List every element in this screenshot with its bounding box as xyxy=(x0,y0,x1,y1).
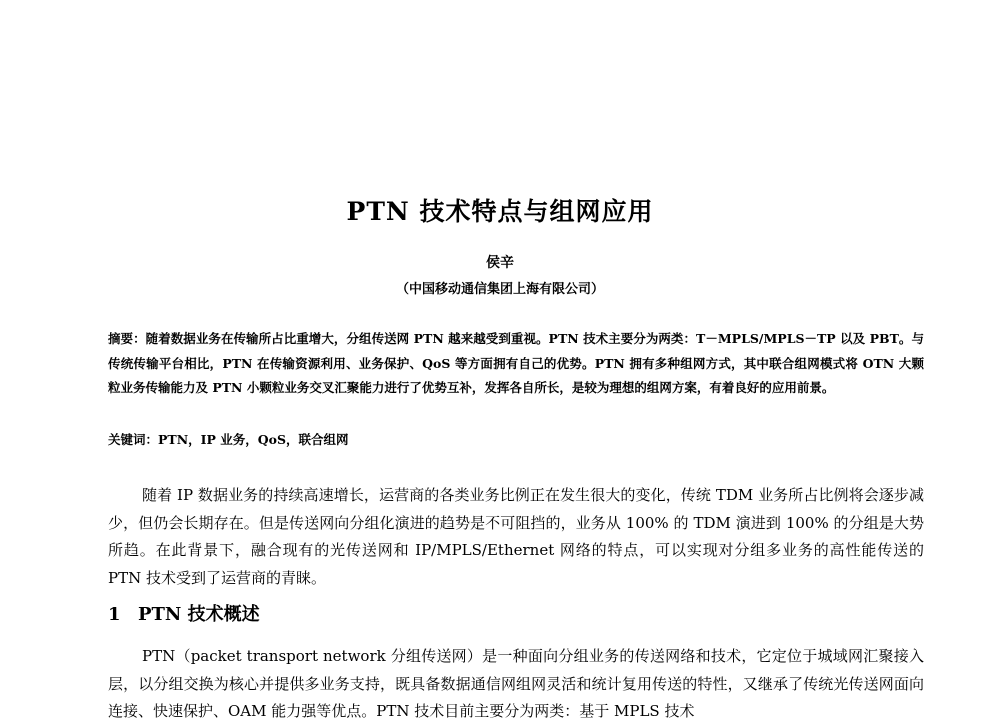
section-title: PTN 技术概述 xyxy=(138,604,260,625)
author-name: 侯辛 xyxy=(486,255,514,271)
author-affiliation: （中国移动通信集团上海有限公司） xyxy=(395,282,604,297)
section-heading xyxy=(108,600,260,626)
paper-title: PTN 技术特点与组网应用 xyxy=(346,196,654,226)
section-paragraph: PTN（packet transport network 分组传送网）是一种面向分组业务的传送网络和技术，它定位于城域网汇聚接入层，以分组交换为核心并提供多业务支持，既具备数据通信网组网灵活和统计复用传送的特性，又继承了传统光传送网面向连接、快速保护、OAM 能力强等优点。PTN 技术目前主要分为两类：基于 MPLS 技术 xyxy=(108,647,924,720)
section-number: 1 xyxy=(108,604,121,625)
abstract: 摘要：随着数据业务在传输所占比重增大，分组传送网 PTN 越来越受到重视。PTN 技术主要分为两类：T－MPLS/MPLS－TP 以及 PBT。与传统传输平台相比，PTN 在传输资源利用、业务保护、QoS 等方面拥有自己的优势。PTN 拥有多种组网方式，其中联合组网模式将 OTN 大颗粒业务传输能力及 PTN 小颗粒业务交叉汇聚能力进行了优势互补，发挥各自所长，是较为理想的组网方案，有着良好的应用前景。 xyxy=(108,331,924,395)
intro-paragraph: 随着 IP 数据业务的持续高速增长，运营商的各类业务比例正在发生很大的变化，传统 TDM 业务所占比例将会逐步减少，但仍会长期存在。但是传送网向分组化演进的趋势是不可阻挡的，业务从 100% 的 TDM 演进到 100% 的分组是大势所趋。在此背景下，融合现有的光传送网和 IP/MPLS/Ethernet 网络的特点，可以实现对分组多业务的高性能传送的 PTN 技术受到了运营商的青睐。 xyxy=(108,486,924,587)
keywords: 关键词：PTN，IP 业务，QoS，联合组网 xyxy=(108,432,349,447)
